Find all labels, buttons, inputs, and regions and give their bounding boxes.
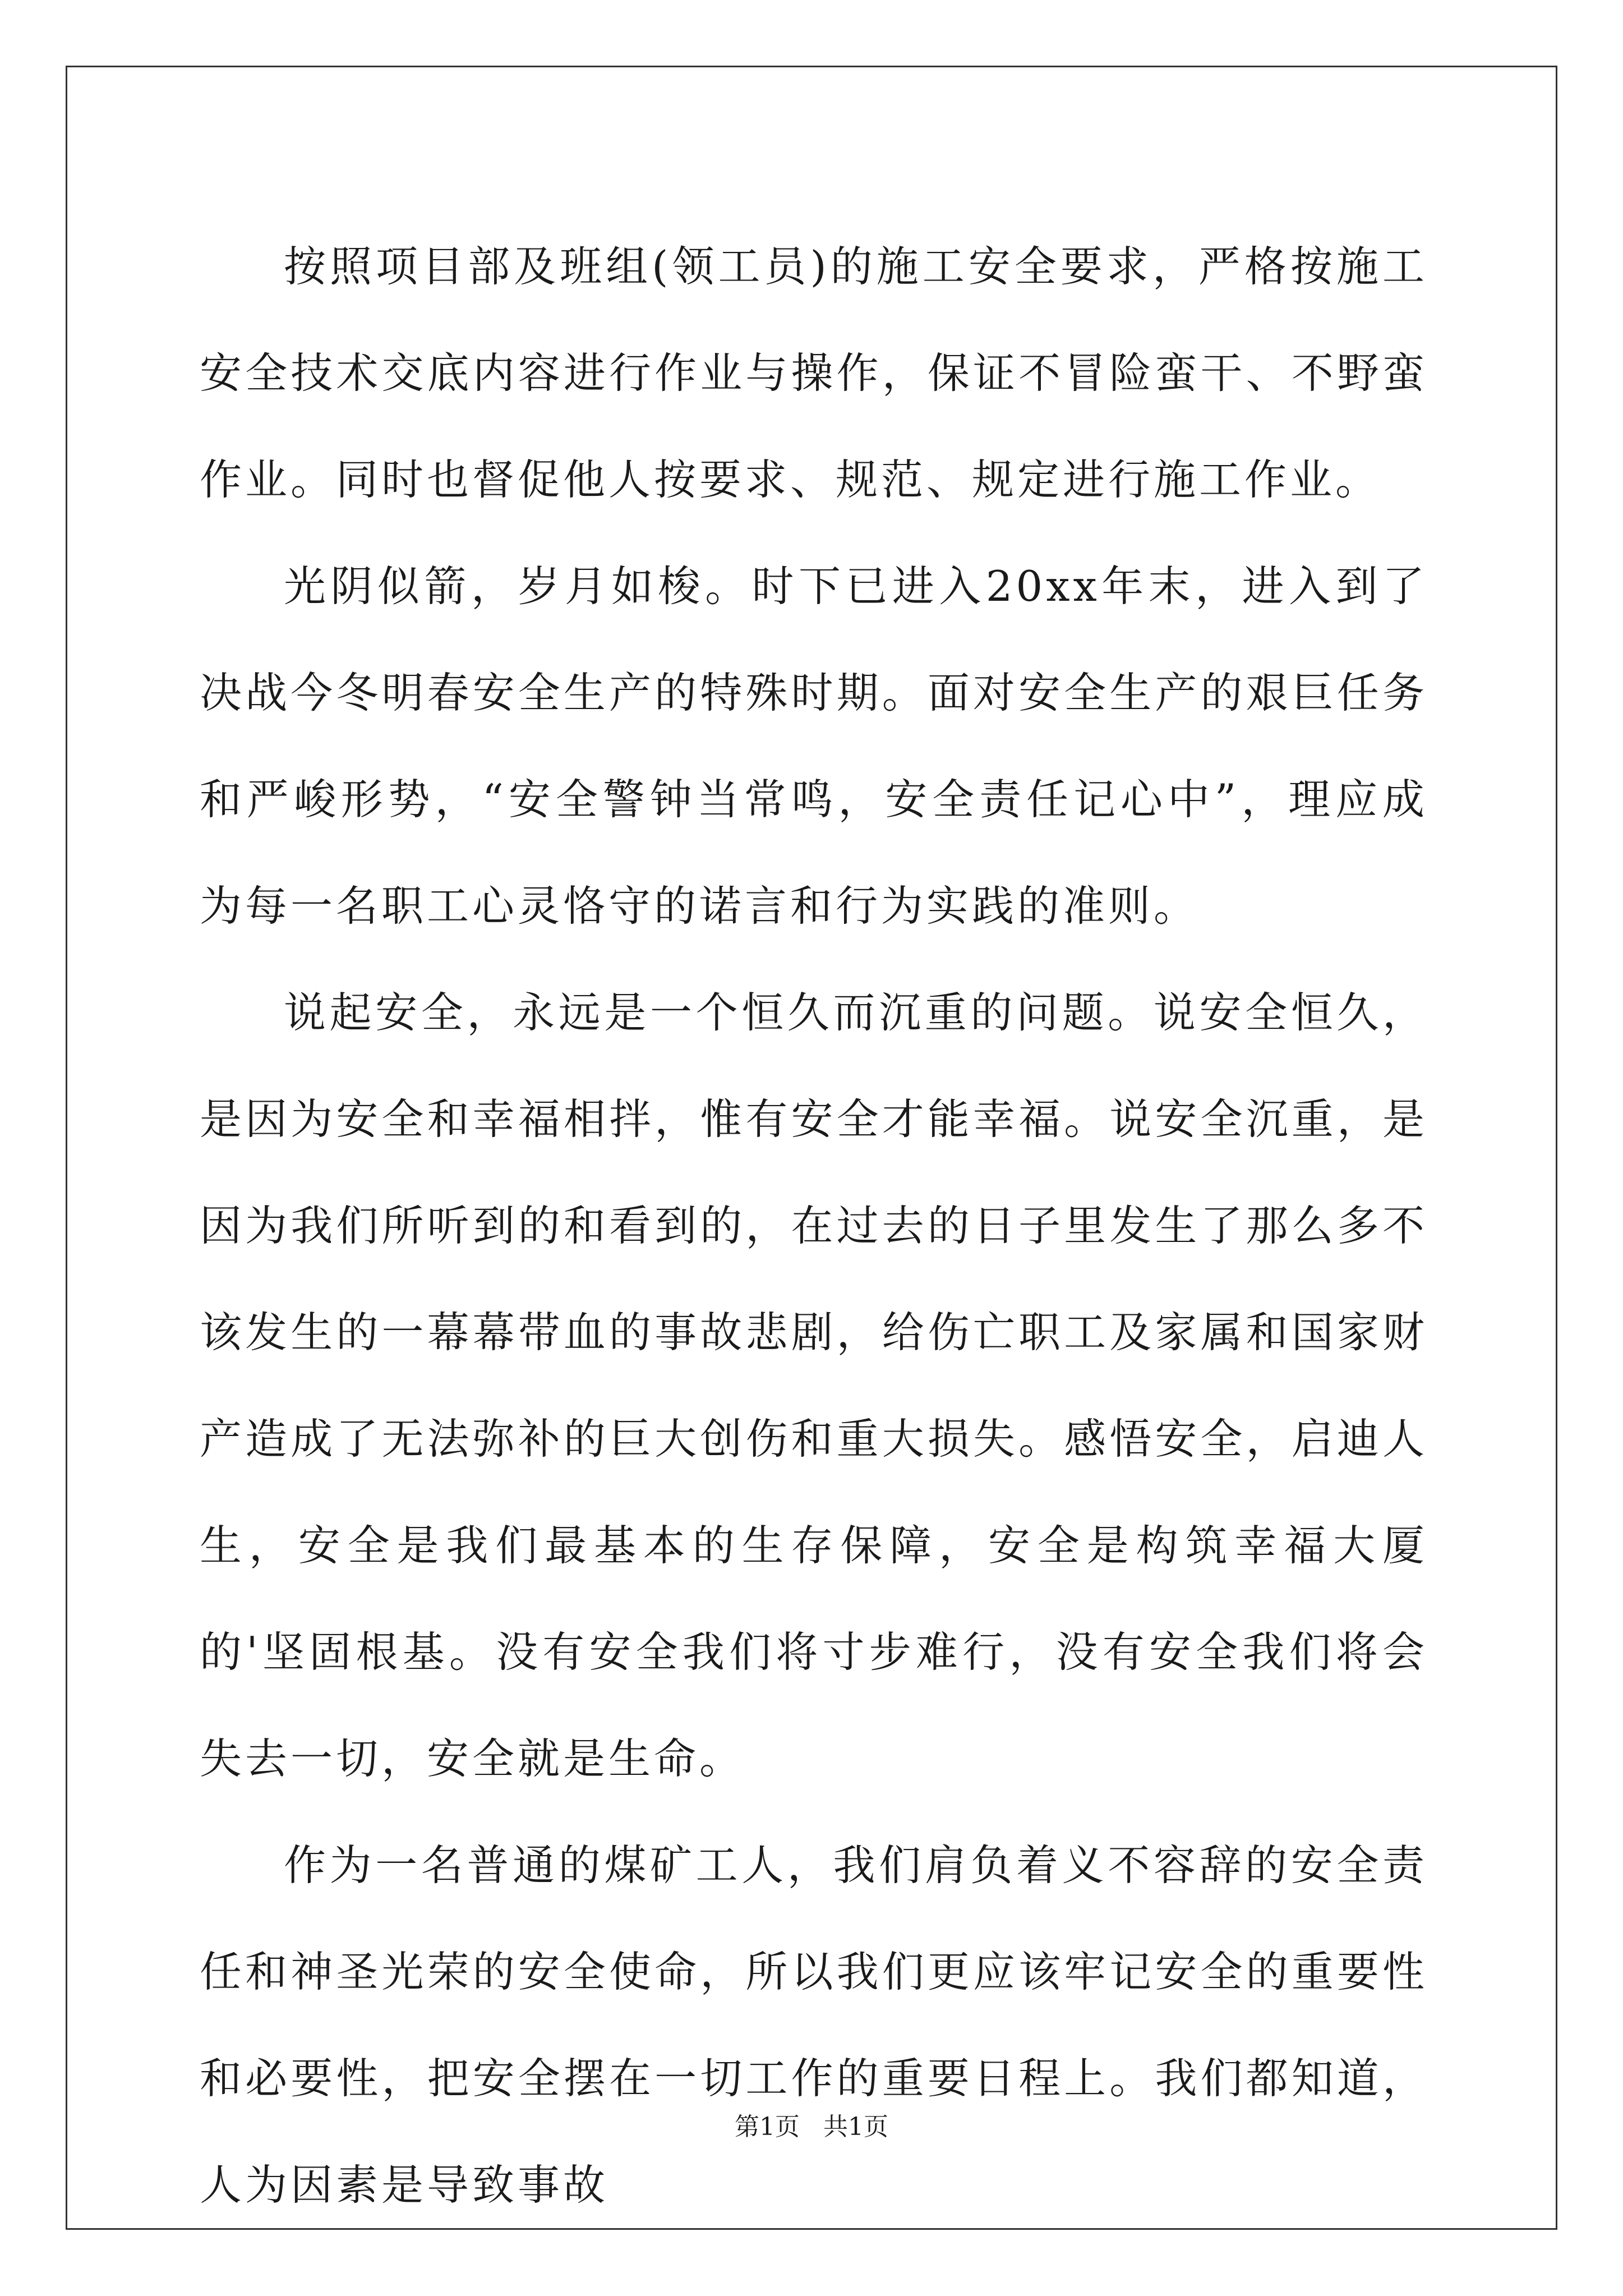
- page-footer: 第1页 共1页: [735, 2113, 888, 2141]
- document-body: [200, 213, 1428, 2238]
- paragraph-3: 说起安全，永远是一个恒久而沉重的问题。说安全恒久，是因为安全和幸福相拌，惟有安全才能幸福。说安全沉重，是因为我们所听到的和看到的，在过去的日子里发生了那么多不该发生的一幕幕带血的事故悲剧，给伤亡职工及家属和国家财产造成了无法弥补的巨大创伤和重大损失。感悟安全，启迪人生，安全是我们最基本的生存保障，安全是构筑幸福大厦的'坚固根基。没有安全我们将寸步难行，没有安全我们将会失去一切，安全就是生命。: [200, 988, 1428, 1783]
- paragraph-2: 光阴似箭，岁月如梭。时下已进入20xx年末，进入到了决战今冬明春安全生产的特殊时期。面对安全生产的艰巨任务和严峻形势，“安全警钟当常鸣，安全责任记心中”，理应成为每一名职工心灵恪守的诺言和行为实践的准则。: [200, 562, 1428, 931]
- paragraph-4: 作为一名普通的煤矿工人，我们肩负着义不容辞的安全责任和神圣光荣的安全使命，所以我们更应该牢记安全的重要性和必要性，把安全摆在一切工作的重要日程上。我们都知道，人为因素是导致事故: [200, 1841, 1428, 2210]
- paragraph-1: 按照项目部及班组(领工员)的施工安全要求，严格按施工安全技术交底内容进行作业与操作，保证不冒险蛮干、不野蛮作业。同时也督促他人按要求、规范、规定进行施工作业。: [200, 242, 1428, 504]
